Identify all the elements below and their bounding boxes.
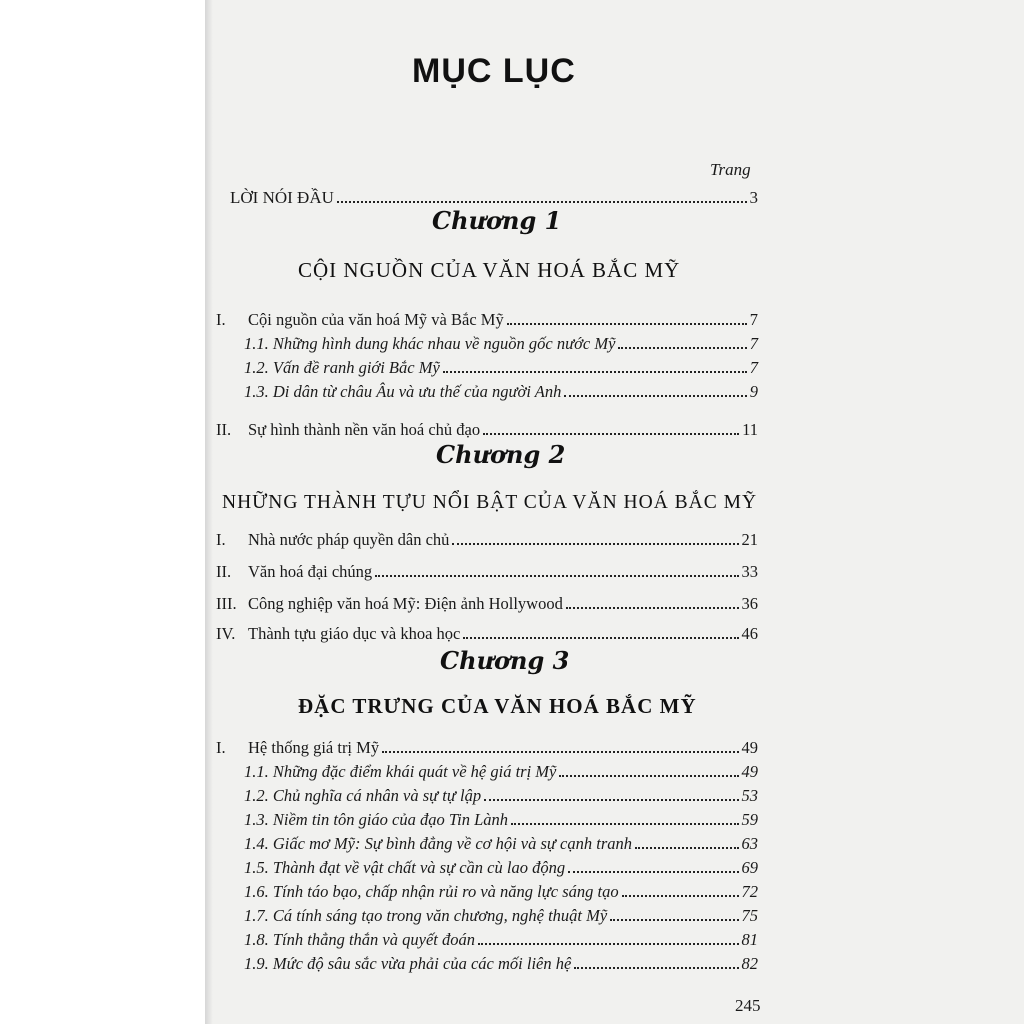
toc-entry-label: Hệ thống giá trị Mỹ xyxy=(248,738,380,757)
toc-entry-label: LỜI NÓI ĐẦU xyxy=(230,188,334,207)
toc-entry xyxy=(216,624,758,644)
toc-entry-label: 1.9. Mức độ sâu sắc vừa phải của các mối liên hệ xyxy=(244,954,572,973)
toc-entry-label: 1.3. Niềm tin tôn giáo của đạo Tin Lành xyxy=(244,810,509,829)
chapter-heading: ĐẶC TRƯNG CỦA VĂN HOÁ BẮC MỸ xyxy=(298,694,697,718)
toc-entry xyxy=(216,310,758,330)
dot-leader xyxy=(610,918,738,921)
toc-entry-page: 75 xyxy=(741,906,758,925)
page-gutter-shadow xyxy=(205,0,213,1024)
dot-leader xyxy=(452,542,738,545)
chapter-heading: NHỮNG THÀNH TỰU NỔI BẬT CỦA VĂN HOÁ BẮC MỸ xyxy=(222,492,758,513)
toc-entry-page: 3 xyxy=(749,188,758,207)
dot-leader xyxy=(564,394,746,397)
dot-leader xyxy=(559,774,738,777)
toc-entry xyxy=(244,882,758,902)
toc-entry-label: Sự hình thành nền văn hoá chủ đạo xyxy=(248,420,481,439)
chapter-heading: CỘI NGUỒN CỦA VĂN HOÁ BẮC MỸ xyxy=(298,258,681,282)
toc-entry xyxy=(216,530,758,550)
dot-leader xyxy=(375,574,738,577)
toc-entry xyxy=(244,810,758,830)
toc-entry-label: 1.2. Chủ nghĩa cá nhân và sự tự lập xyxy=(244,786,482,805)
toc-entry-label: 1.6. Tính táo bạo, chấp nhận rủi ro và năng lực sáng tạo xyxy=(244,882,619,901)
dot-leader xyxy=(622,894,739,897)
toc-entry-label: 1.3. Di dân từ châu Âu và ưu thế của người Anh xyxy=(244,382,562,401)
toc-entry-page: 9 xyxy=(749,382,758,401)
toc-entry-label: Cội nguồn của văn hoá Mỹ và Bắc Mỹ xyxy=(248,310,504,329)
toc-entry-page: 33 xyxy=(741,562,758,581)
toc-entry-page: 59 xyxy=(741,810,758,829)
toc-entry-page: 7 xyxy=(749,358,758,377)
toc-entry-page: 36 xyxy=(741,594,758,613)
dot-leader xyxy=(618,346,746,349)
toc-entry-label: Thành tựu giáo dục và khoa học xyxy=(248,624,461,643)
toc-entry-page: 11 xyxy=(742,420,758,439)
toc-entry-page: 53 xyxy=(741,786,758,805)
toc-entry-label: 1.1. Những đặc điểm khái quát về hệ giá trị Mỹ xyxy=(244,762,557,781)
dot-leader xyxy=(443,370,747,373)
dot-leader xyxy=(478,942,739,945)
toc-entry-page: 81 xyxy=(741,930,758,949)
toc-entry-label: 1.2. Vấn đề ranh giới Bắc Mỹ xyxy=(244,358,440,377)
chapter-label: Chương 3 xyxy=(440,646,570,675)
toc-entry-label: 1.8. Tính thẳng thắn và quyết đoán xyxy=(244,930,475,949)
toc-entry-page: 7 xyxy=(749,310,758,329)
toc-entry-page: 21 xyxy=(741,530,758,549)
dot-leader xyxy=(483,432,739,435)
dot-leader xyxy=(574,966,738,969)
toc-entry xyxy=(244,906,758,926)
toc-entry-number: IV. xyxy=(216,624,236,643)
toc-entry-number: I. xyxy=(216,738,226,757)
toc-entry xyxy=(244,358,758,378)
page-number: 245 xyxy=(735,996,761,1015)
toc-entry-page: 46 xyxy=(741,624,758,643)
toc-entry-number: I. xyxy=(216,530,226,549)
page-title: MỤC LỤC xyxy=(412,52,576,90)
toc-entry-page: 69 xyxy=(741,858,758,877)
toc-entry xyxy=(244,762,758,782)
dot-leader xyxy=(568,870,738,873)
dot-leader xyxy=(382,750,738,753)
toc-entry-label: Nhà nước pháp quyền dân chủ xyxy=(248,530,450,549)
dot-leader xyxy=(566,606,739,609)
dot-leader xyxy=(463,636,738,639)
toc-entry xyxy=(244,786,758,806)
toc-entry xyxy=(244,834,758,854)
toc-entry-label: 1.5. Thành đạt về vật chất và sự cần cù lao động xyxy=(244,858,566,877)
toc-entry xyxy=(216,594,758,614)
toc-entry xyxy=(244,382,758,402)
toc-entry xyxy=(244,930,758,950)
toc-entry-page: 49 xyxy=(741,738,758,757)
toc-entry-number: III. xyxy=(216,594,237,613)
toc-entry-page: 7 xyxy=(749,334,758,353)
chapter-label: Chương 1 xyxy=(432,206,562,235)
dot-leader xyxy=(635,846,739,849)
toc-entry-label: 1.7. Cá tính sáng tạo trong văn chương, nghệ thuật Mỹ xyxy=(244,906,608,925)
toc-entry-label: Công nghiệp văn hoá Mỹ: Điện ảnh Hollywood xyxy=(248,594,563,613)
chapter-label: Chương 2 xyxy=(436,440,566,469)
toc-entry xyxy=(216,738,758,758)
toc-entry-number: II. xyxy=(216,562,232,581)
toc-entry xyxy=(244,858,758,878)
toc-entry-page: 63 xyxy=(741,834,758,853)
dot-leader xyxy=(337,200,747,203)
toc-entry-label: Văn hoá đại chúng xyxy=(248,562,373,581)
toc-entry-page: 49 xyxy=(741,762,758,781)
page-column-label: Trang xyxy=(710,160,751,179)
toc-entry xyxy=(216,562,758,582)
toc-entry-number: I. xyxy=(216,310,226,329)
toc-entry-page: 72 xyxy=(741,882,758,901)
toc-entry-label: 1.1. Những hình dung khác nhau về nguồn gốc nước Mỹ xyxy=(244,334,616,353)
toc-entry-intro xyxy=(230,188,758,208)
toc-entry-label: 1.4. Giấc mơ Mỹ: Sự bình đẳng về cơ hội và sự cạnh tranh xyxy=(244,834,632,853)
toc-entry-page: 82 xyxy=(741,954,758,973)
dot-leader xyxy=(484,798,738,801)
toc-entry xyxy=(216,420,758,440)
dot-leader xyxy=(511,822,738,825)
dot-leader xyxy=(507,322,747,325)
toc-entry xyxy=(244,954,758,974)
toc-entry-number: II. xyxy=(216,420,232,439)
toc-entry xyxy=(244,334,758,354)
